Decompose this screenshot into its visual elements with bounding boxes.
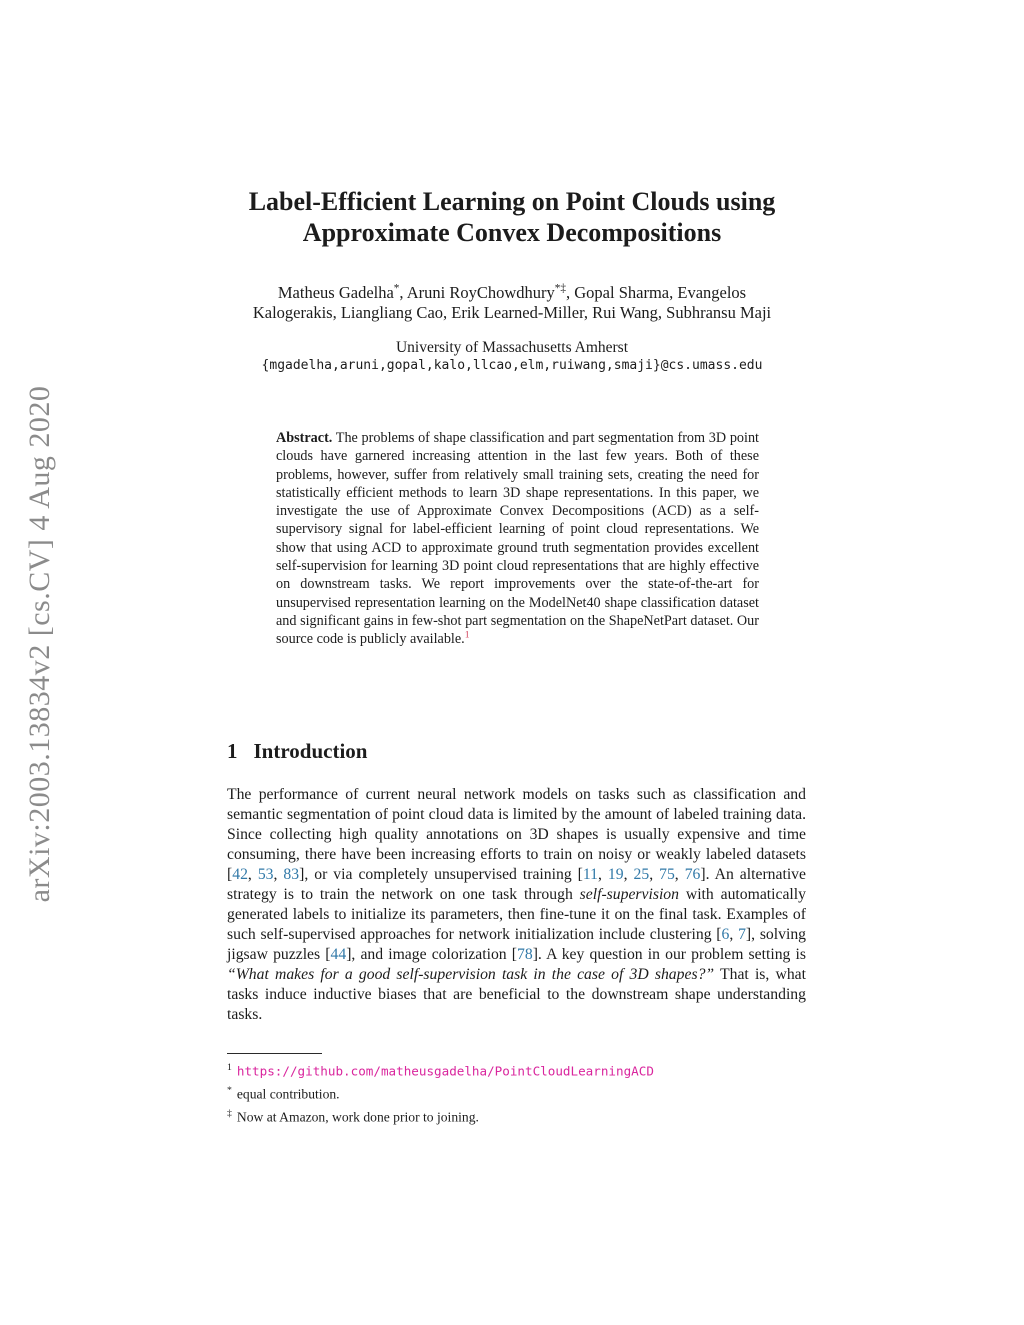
footnote-item xyxy=(227,1058,806,1081)
affiliation: University of Massachusetts Amherst xyxy=(395,339,629,356)
paper-title xyxy=(0,186,1024,248)
section-title: Introduction xyxy=(253,739,368,763)
intro-paragraph: The performance of current neural network models on tasks such as classification and semantic segmentation of point cloud data is limited by the amount of labeled training data. Since collecting high quality annotations on 3D shapes is usually expensive and time consuming, there have been increasing efforts to train on noisy or weakly labeled datasets [42, 53, 83], or via completely unsupervised training [11, 19, 25, 75, 76]. An alternative strategy is to train the network on one task through self-supervision with automatically generated labels to initialize its parameters, then fine-tune it on the final task. Examples of such self-supervised approaches for network initialization include clustering [6, 7], solving jigsaw puzzles [44], and image colorization [78]. A key question in our problem setting is “What makes for a good self-supervision task in the case of 3D shapes?” That is, what tasks induce inductive biases that are beneficial to the downstream shape understanding tasks. xyxy=(227,786,807,1023)
footnote-text: equal contribution. xyxy=(236,1086,340,1102)
citation-link[interactable]: 11 xyxy=(582,866,598,883)
footnote-url-link[interactable]: https://github.com/matheusgadelha/PointCloudLearningACD xyxy=(236,1063,654,1079)
section-number: 1 xyxy=(227,739,238,763)
footnote-marker: ‡ xyxy=(227,1108,232,1120)
section-heading xyxy=(227,739,806,764)
emphasis-text: “What makes for a good self-supervision task in the case of 3D shapes?” xyxy=(227,966,715,983)
citation-link[interactable]: 7 xyxy=(738,926,746,943)
author-list xyxy=(112,283,912,323)
citation-link[interactable]: 76 xyxy=(684,866,701,883)
citation-link[interactable]: 75 xyxy=(659,866,675,883)
citation-link[interactable]: 53 xyxy=(257,866,274,883)
footnote-item xyxy=(227,1081,806,1104)
footnote-rule xyxy=(227,1053,322,1054)
citation-link[interactable]: 19 xyxy=(607,866,624,883)
emphasis-text: self-supervision xyxy=(579,886,679,903)
citation-link[interactable]: 83 xyxy=(283,866,300,883)
arxiv-banner: arXiv:2003.13834v2 [cs.CV] 4 Aug 2020 xyxy=(23,385,56,903)
citation-link[interactable]: 44 xyxy=(330,946,347,963)
footnote-text: Now at Amazon, work done prior to joining. xyxy=(236,1109,479,1125)
footnote-marker: 1 xyxy=(227,1062,232,1073)
footnote-ref-link[interactable]: 1 xyxy=(464,629,470,641)
citation-link[interactable]: 6 xyxy=(721,926,730,943)
paper-title-line2: Approximate Convex Decompositions xyxy=(302,218,722,247)
footnote-marker: * xyxy=(227,1085,232,1097)
author-list-line2: Kalogerakis, Liangliang Cao, Erik Learned-Miller, Rui Wang, Subhransu Maji xyxy=(252,303,772,322)
footnotes xyxy=(227,1058,806,1127)
footnote-item xyxy=(227,1104,806,1127)
abstract-paragraph: Abstract. The problems of shape classification and part segmentation from 3D point clouds have garnered increasing attention in the last few years. Both of these problems, however, suffer from relatively small training sets, creating the need for statistically efficient methods to learn 3D shape representations. In this paper, we investigate the use of Approximate Convex Decompositions (ACD) as a self-supervisory signal for label-efficient learning of point cloud representations. We show that using ACD to approximate ground truth segmentation provides excellent self-supervision for learning 3D point cloud representations that are highly effective on downstream tasks. We report improvements over the state-of-the-art for unsupervised representation learning on the ModelNet40 shape classification dataset and significant gains in few-shot part segmentation on the ShapeNetPart dataset. Our source code is publicly available.$^1$ xyxy=(276,430,759,648)
citation-link[interactable]: 42 xyxy=(232,866,248,883)
bold-lead-text: Abstract. xyxy=(276,430,333,446)
superscript-marker: *‡ xyxy=(554,282,567,295)
citation-link[interactable]: 78 xyxy=(517,946,533,963)
citation-link[interactable]: 25 xyxy=(633,866,650,883)
contact-email: {mgadelha,aruni,gopal,kalo,llcao,elm,ruiwang,smaji}@cs.umass.edu xyxy=(261,358,763,373)
superscript-marker: * xyxy=(393,282,400,295)
author-list-line1: Matheus Gadelha*, Aruni RoyChowdhury*‡, Gopal Sharma, Evangelos xyxy=(277,282,747,302)
paper-title-line1: Label-Efficient Learning on Point Clouds using xyxy=(248,187,776,216)
